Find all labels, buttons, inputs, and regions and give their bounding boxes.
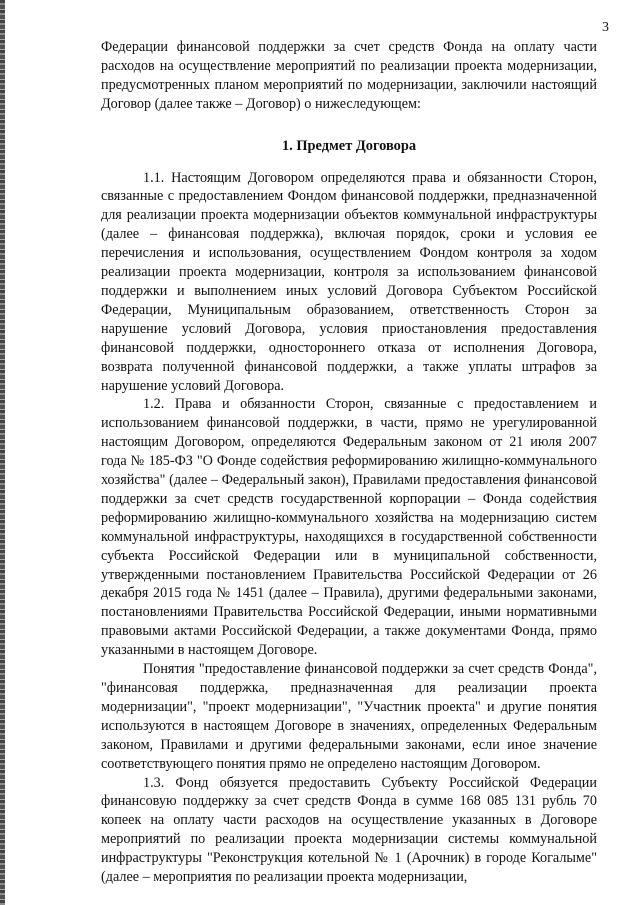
scan-edge-artifact — [0, 0, 5, 905]
paragraph-1-1: 1.1. Настоящим Договором определяются права и обязанности Сторон, связанные с предоставлением Фондом финансовой поддержки, предназначенной для реализации проекта модернизации объектов коммунальной инфраструктуры (далее – финансовая поддержка), включая порядок, сроки и условия ее перечисления и использования, осуществлением Фондом контроля за ходом реализации проекта модернизации, контроля за использованием финансовой поддержки и выполнением иных условий Договора Субъектом Российской Федерации, Муниципальным образованием, ответственность Сторон за нарушение условий Договора, условия приостановления предоставления финансовой поддержки, одностороннего отказа от исполнения Договора, возврата полученной финансовой поддержки, а также уплаты штрафов за нарушение условий Договора. — [101, 169, 597, 394]
paragraph-1-3: 1.3. Фонд обязуется предоставить Субъекту Российской Федерации финансовую поддержку за счет средств Фонда в сумме 168 085 131 рубль 70 копеек на оплату части расходов на осуществление указанных в Договоре мероприятий по реализации проекта модернизации системы коммунальной инфраструктуры "Реконструкция котельной № 1 (Арочник) в городе Когалыме" (далее – мероприятия по реализации проекта модернизации, — [101, 774, 597, 886]
section-title: 1. Предмет Договора — [281, 137, 417, 154]
page-number: 3 — [602, 20, 609, 35]
paragraph-1-2: 1.2. Права и обязанности Сторон, связанные с предоставлением и использованием финансовой поддержки, в части, прямо не урегулированной настоящим Договором, определяются Федеральным законом от 21 июля 2007 года № 185-ФЗ "О Фонде содействия реформированию жилищно-коммунального хозяйства" (далее – Федеральный закон), Правилами предоставления финансовой поддержки за счет средств государственной корпорации – Фонда содействия реформированию жилищно-коммунального хозяйства на модернизацию систем коммунальной инфраструктуры, находящихся в государственной собственности субъекта Российской Федерации или в муниципальной собственности, утвержденными постановлением Правительства Российской Федерации от 26 декабря 2015 года № 1451 (далее – Правила), другими федеральными законами, постановлениями Правительства Российской Федерации, иными нормативными правовыми актами Российской Федерации, а также документами Фонда, прямо указанными в настоящем Договоре. — [101, 396, 597, 659]
intro-paragraph: Федерации финансовой поддержки за счет средств Фонда на оплату части расходов на осуществление мероприятий по реализации проекта модернизации, предусмотренных планом мероприятий по модернизации, заключили настоящий Договор (далее также – Договор) о нижеследующем: — [101, 39, 597, 112]
document-body — [101, 38, 597, 887]
paragraph-definitions: Понятия "предоставление финансовой поддержки за счет средств Фонда", "финансовая поддержка, предназначенная для реализации проекта модернизации", "проект модернизации", "Участник проекта" и другие понятия используются в настоящем Договоре в значениях, определенных Федеральным законом, Правилами и другими федеральными законами, если иное значение соответствующего понятия прямо не определено настоящим Договором. — [101, 661, 597, 772]
